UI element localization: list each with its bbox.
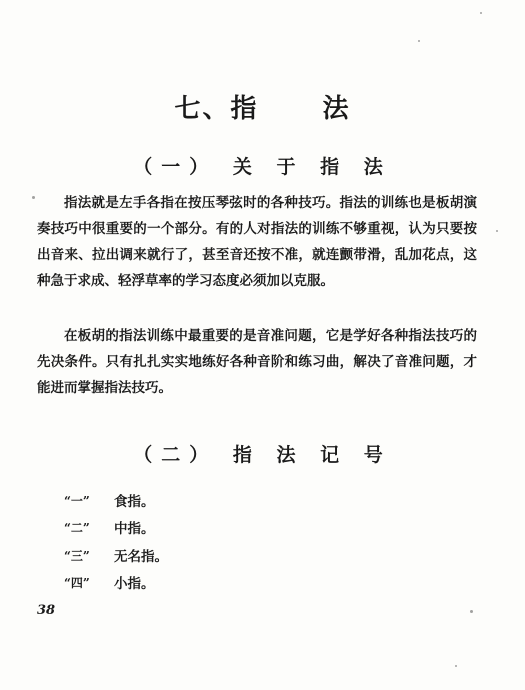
paragraph: 指法就是左手各指在按压琴弦时的各种技巧。指法的训练也是板胡演奏技巧中很重要的一个部分。有的人对指法的训练不够重视，认为只要按出音来、拉出调来就行了，甚至音还按不准，就连颤带滑，乱加花点，这种急于求成、轻浮草率的学习态度必须加以克服。	[37, 195, 477, 289]
notation-label: 食指。	[114, 494, 155, 510]
notation-symbol: “三”	[64, 548, 90, 563]
chapter-title	[0, 88, 525, 125]
chapter-number: 七、	[174, 94, 231, 124]
notation-item	[64, 572, 155, 592]
page-number: 38	[37, 603, 56, 618]
paragraph: 在板胡的指法训练中最重要的是音准问题，它是学好各种指法技巧的先决条件。只有扎扎实实地练好各种音阶和练习曲，解决了音准问题，才能进而掌握指法技巧。	[37, 328, 477, 396]
notation-label: 中指。	[114, 521, 155, 537]
notation-symbol: “四”	[64, 575, 90, 590]
notation-item	[64, 490, 155, 510]
scan-speck	[455, 665, 457, 667]
notation-symbol: “二”	[64, 520, 90, 535]
notation-item	[64, 545, 168, 565]
scan-speck	[470, 610, 473, 613]
notation-label: 无名指。	[114, 549, 168, 565]
scan-speck	[418, 40, 420, 42]
scan-speck	[480, 12, 482, 14]
section-title-about-fingering: （一） 关 于 指 法	[133, 156, 392, 178]
notation-item	[64, 517, 155, 537]
scan-speck	[32, 196, 35, 199]
notation-symbol: “一”	[64, 493, 90, 508]
chapter-title-part1: 指	[230, 94, 259, 124]
scan-speck	[496, 230, 498, 232]
notation-label: 小指。	[114, 576, 155, 592]
chapter-title-part2: 法	[322, 94, 351, 124]
section-title-fingering-marks: （二） 指 法 记 号	[133, 444, 392, 466]
